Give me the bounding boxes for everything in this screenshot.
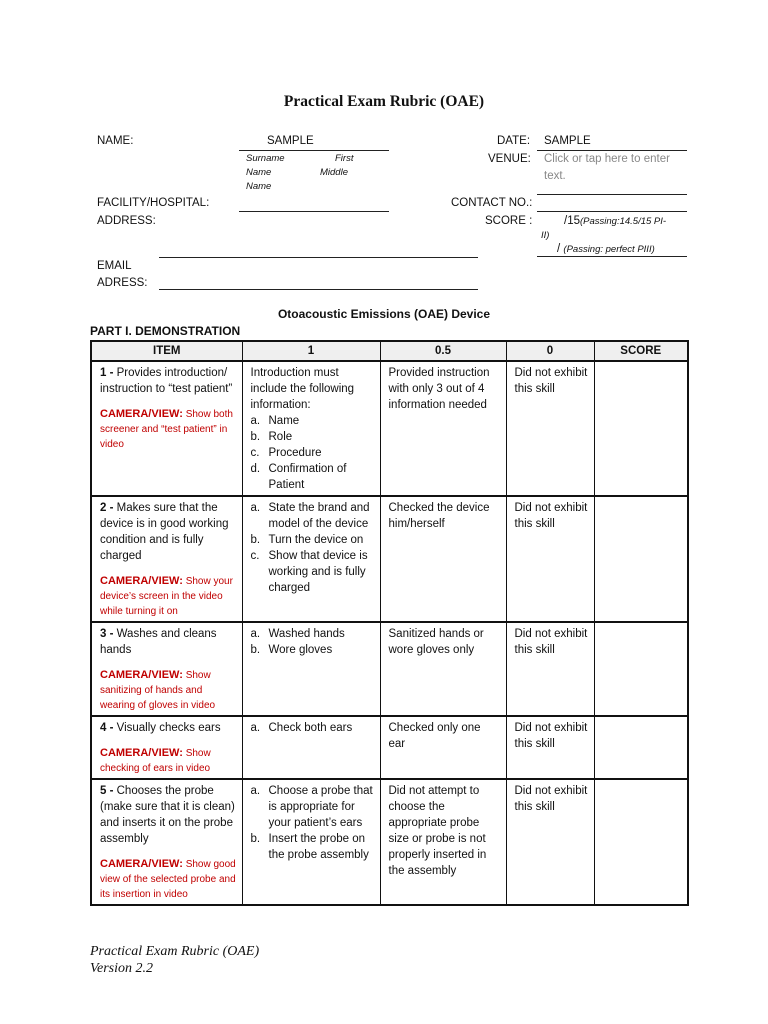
- list-item: [251, 626, 374, 642]
- score-passing-1-cont: II): [541, 230, 550, 241]
- list-marker: a.: [250, 785, 261, 797]
- camera-instruction: [100, 668, 238, 713]
- item-text: Washes and cleans hands: [100, 628, 217, 656]
- list-item: [251, 500, 374, 532]
- list-text: Wore gloves: [268, 644, 333, 656]
- item-text: Makes sure that the device is in good working condition and is fully charged: [100, 502, 229, 562]
- half-score-cell: Checked the device him/herself: [380, 496, 506, 622]
- list-text: Check both ears: [268, 722, 353, 734]
- score-label: SCORE :: [485, 215, 533, 227]
- table-header-row: [91, 341, 688, 361]
- criteria-list: [251, 500, 374, 596]
- item-description: [100, 500, 238, 564]
- score-denominator: /15: [564, 215, 580, 227]
- camera-instruction: [100, 746, 238, 776]
- camera-instruction: [100, 407, 238, 452]
- score-input-cell[interactable]: [594, 716, 688, 779]
- name-hint-surname: Surname: [246, 153, 285, 164]
- list-marker: d.: [250, 463, 261, 475]
- item-cell: [91, 622, 242, 716]
- header-zero: 0: [506, 341, 594, 361]
- score-input-cell[interactable]: [594, 496, 688, 622]
- criteria-list: [251, 783, 374, 863]
- camera-label: CAMERA/VIEW:: [100, 575, 183, 587]
- list-text: Name: [268, 415, 300, 427]
- footer: [90, 943, 259, 977]
- item-number: 2 -: [100, 502, 114, 514]
- zero-score-cell: Did not exhibit this skill: [506, 496, 594, 622]
- score-passing-3: (Passing: perfect PIII): [563, 244, 655, 255]
- list-item: [251, 548, 374, 596]
- camera-label: CAMERA/VIEW:: [100, 408, 183, 420]
- contact-underline[interactable]: [537, 211, 687, 212]
- item-text: Visually checks ears: [116, 722, 221, 734]
- page-title: Practical Exam Rubric (OAE): [283, 93, 485, 110]
- list-marker: a.: [250, 415, 261, 427]
- list-item: [251, 783, 374, 831]
- device-title: Otoacoustic Emissions (OAE) Device: [277, 307, 491, 321]
- full-score-cell: [242, 496, 380, 622]
- address-label: ADDRESS:: [97, 215, 156, 227]
- full-score-cell: [242, 622, 380, 716]
- list-item: [251, 720, 374, 736]
- name-hint-name-2: Name: [246, 181, 272, 192]
- zero-score-cell: Did not exhibit this skill: [506, 779, 594, 905]
- rubric-table: [90, 340, 689, 906]
- venue-underline: [537, 194, 687, 195]
- list-marker: c.: [250, 550, 260, 562]
- email-underline[interactable]: [159, 289, 478, 290]
- score-input-cell[interactable]: [594, 361, 688, 496]
- list-item: [251, 831, 374, 863]
- list-text: Role: [268, 431, 293, 443]
- score-passing-1: (Passing:14.5/15 PI-: [580, 216, 667, 227]
- score-part-1-2: [564, 213, 666, 229]
- list-item: [251, 429, 374, 445]
- list-marker: a.: [250, 502, 261, 514]
- item-text: Chooses the probe (make sure that it is clean) and inserts it on the probe assembly: [100, 785, 235, 845]
- name-underline: [239, 150, 389, 151]
- score-input-cell[interactable]: [594, 622, 688, 716]
- list-marker: a.: [250, 722, 261, 734]
- part-title: PART I. DEMONSTRATION: [90, 324, 241, 338]
- list-text: Washed hands: [268, 628, 345, 640]
- score-underline: [537, 256, 687, 257]
- venue-label: VENUE:: [488, 153, 531, 165]
- footer-title: Practical Exam Rubric (OAE): [90, 944, 260, 959]
- list-marker: c.: [250, 447, 260, 459]
- name-hint-name: Name: [246, 167, 272, 178]
- list-text: Turn the device on: [268, 534, 364, 546]
- camera-text: Show sanitizing of hands and wearing of gloves in video: [100, 670, 216, 711]
- list-marker: b.: [250, 644, 261, 656]
- list-text: Insert the probe on the probe assembly: [268, 833, 369, 861]
- email-label: EMAIL: [97, 260, 132, 272]
- camera-instruction: [100, 574, 238, 619]
- table-row: [91, 361, 688, 496]
- criteria-intro: Introduction must include the following information:: [250, 367, 355, 411]
- list-text: Procedure: [268, 447, 322, 459]
- venue-placeholder[interactable]: Click or tap here to enter: [544, 153, 670, 165]
- name-hint-first: First: [335, 153, 354, 164]
- list-item: [251, 532, 374, 548]
- facility-underline[interactable]: [239, 211, 389, 212]
- header-one: 1: [242, 341, 380, 361]
- list-item: [251, 445, 374, 461]
- camera-label: CAMERA/VIEW:: [100, 858, 183, 870]
- criteria-list: [251, 626, 374, 658]
- list-marker: b.: [250, 431, 261, 443]
- list-marker: b.: [250, 833, 261, 845]
- camera-text: Show your device’s screen in the video while turning it on: [100, 576, 233, 617]
- footer-version: Version 2.2: [90, 961, 153, 976]
- list-text: State the brand and model of the device: [268, 502, 370, 530]
- header-half: 0.5: [380, 341, 506, 361]
- name-label: NAME:: [97, 135, 134, 147]
- camera-instruction: [100, 857, 238, 902]
- camera-text: Show good view of the selected probe and its insertion in video: [100, 859, 236, 900]
- item-number: 5 -: [100, 785, 114, 797]
- name-value[interactable]: SAMPLE: [267, 135, 314, 147]
- full-score-cell: [242, 779, 380, 905]
- list-item: [251, 461, 374, 493]
- camera-label: CAMERA/VIEW:: [100, 747, 183, 759]
- item-cell: [91, 496, 242, 622]
- item-cell: [91, 716, 242, 779]
- item-text: Provides introduction/ instruction to “test patient”: [100, 367, 233, 395]
- table-row: [91, 779, 688, 905]
- table-row: [91, 716, 688, 779]
- camera-label: CAMERA/VIEW:: [100, 669, 183, 681]
- item-cell: [91, 361, 242, 496]
- list-item: [251, 413, 374, 429]
- score-part-3: [557, 241, 655, 257]
- item-cell: [91, 779, 242, 905]
- half-score-cell: Checked only one ear: [380, 716, 506, 779]
- list-item: [251, 642, 374, 658]
- list-text: Confirmation of Patient: [268, 463, 347, 491]
- address-underline[interactable]: [159, 257, 478, 258]
- item-number: 1 -: [100, 367, 114, 379]
- name-hint-middle: Middle: [320, 167, 348, 178]
- half-score-cell: Sanitized hands or wore gloves only: [380, 622, 506, 716]
- list-marker: b.: [250, 534, 261, 546]
- header-score: SCORE: [594, 341, 688, 361]
- contact-label: CONTACT NO.:: [451, 197, 533, 209]
- half-score-cell: Provided instruction with only 3 out of 4 information needed: [380, 361, 506, 496]
- criteria-list: [251, 413, 374, 493]
- item-description: [100, 783, 238, 847]
- full-score-cell: [242, 361, 380, 496]
- facility-label: FACILITY/HOSPITAL:: [97, 197, 210, 209]
- table-row: [91, 622, 688, 716]
- date-label: DATE:: [497, 135, 531, 147]
- score-slash: /: [557, 243, 561, 255]
- camera-text: Show both screener and “test patient” in video: [100, 409, 233, 450]
- full-score-cell: [242, 716, 380, 779]
- zero-score-cell: Did not exhibit this skill: [506, 716, 594, 779]
- venue-placeholder-cont[interactable]: text.: [544, 170, 566, 182]
- zero-score-cell: Did not exhibit this skill: [506, 361, 594, 496]
- item-description: [100, 365, 238, 397]
- list-text: Show that device is working and is fully charged: [268, 550, 368, 594]
- table-row: [91, 496, 688, 622]
- zero-score-cell: Did not exhibit this skill: [506, 622, 594, 716]
- item-description: [100, 626, 238, 658]
- score-input-cell[interactable]: [594, 779, 688, 905]
- date-value[interactable]: SAMPLE: [544, 135, 591, 147]
- item-description: [100, 720, 238, 736]
- half-score-cell: Did not attempt to choose the appropriate probe size or probe is not properly inserted in the assembly: [380, 779, 506, 905]
- criteria-list: [251, 720, 374, 736]
- list-marker: a.: [250, 628, 261, 640]
- header-item: ITEM: [91, 341, 242, 361]
- list-text: Choose a probe that is appropriate for your patient’s ears: [268, 785, 373, 829]
- item-number: 4 -: [100, 722, 114, 734]
- camera-text: Show checking of ears in video: [100, 748, 211, 774]
- email-label-cont: ADRESS:: [97, 277, 148, 289]
- item-number: 3 -: [100, 628, 114, 640]
